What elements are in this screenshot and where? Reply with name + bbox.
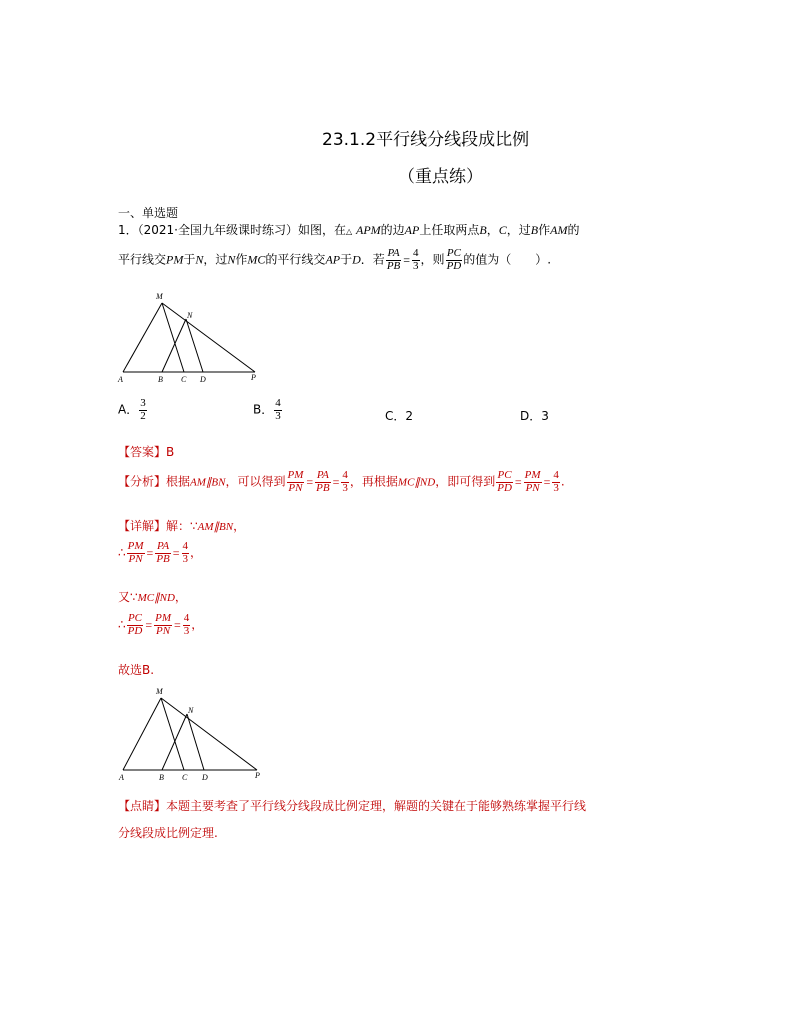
option-b[interactable]: B． $\frac{4}{3}$ [253, 397, 281, 422]
label-m: M [156, 687, 163, 696]
answer-label: 【答案】 [118, 445, 167, 459]
label-a: A [119, 773, 124, 782]
triangle-figure-1 [115, 288, 265, 388]
detail-label: 【详解】 [118, 519, 167, 533]
label-b: B [158, 375, 163, 384]
answer-line [118, 443, 174, 460]
page-subtitle: （重点练） [398, 167, 483, 187]
fraction: $\frac{PA}{PB}$ [386, 247, 401, 272]
label-c: C [181, 375, 187, 384]
answer-value: B [166, 445, 175, 459]
label-p: P [251, 373, 256, 382]
comment-label: 【点睛】 [118, 799, 167, 813]
option-a[interactable]: A． $\frac{3}{2}$ [118, 397, 146, 422]
option-c[interactable]: C．2 [385, 409, 414, 423]
option-d[interactable]: D．3 [520, 409, 549, 423]
question-number: 1． [118, 223, 138, 237]
section-heading: 一、单选题 [118, 206, 179, 220]
comment-line-1: 【点睛】本题主要考查了平行线分线段成比例定理，解题的关键在于能够熟练掌握平行线 [118, 799, 587, 813]
label-d: D [200, 375, 206, 384]
detail-line-4: ∴ $\frac{PC}{PD}$ = $\frac{PM}{PN}$ = $\frac{4}{3}$ ， [118, 612, 204, 637]
label-b: B [159, 773, 164, 782]
fraction: $\frac{PC}{PD}$ [446, 247, 462, 272]
label-d: D [202, 773, 208, 782]
label-p: P [255, 771, 260, 780]
question-source: （2021·全国九年级课时练习） [137, 223, 298, 237]
detail-line-2: ∴ $\frac{PM}{PN}$ = $\frac{PA}{PB}$ = $\frac{4}{3}$ ， [118, 540, 203, 565]
question-line-1: 1．（2021·全国九年级课时练习）如图，在△ APM的边AP上任取两点B，C，过B作AM的 [118, 223, 580, 237]
detail-line-3: 又∵MC∥ND， [118, 590, 187, 604]
label-n: N [188, 706, 194, 715]
analysis-line: 【分析】根据AM∥BN，可以得到 $\frac{PM}{PN}$ = $\frac{PA}{PB}$ = $\frac{4}{3}$ ，再根据MC∥ND，即可得到 $\frac{PC}{PD}$ = $\frac{PM}{PN}$ = $\frac{4}{3}$ . [118, 469, 565, 494]
label-n: N [187, 311, 193, 320]
question-line-2: 平行线交PM于N，过N作MC的平行线交AP于D．若 $\frac{PA}{PB}$ = $\frac{4}{3}$ ，则 $\frac{PC}{PD}$ 的值为（ ）. [118, 247, 552, 272]
label-a: A [118, 375, 123, 384]
label-m: M [156, 292, 163, 301]
label-c: C [182, 773, 188, 782]
page-title: 23.1.2平行线分线段成比例 [322, 130, 530, 150]
comment-line-2: 分线段成比例定理. [118, 826, 218, 840]
detail-line-1: 【详解】解：∵AM∥BN， [118, 519, 246, 533]
detail-conclusion: 故选B. [118, 663, 155, 677]
fraction: $\frac{4}{3}$ [413, 247, 419, 272]
triangle-figure-2 [115, 684, 265, 784]
analysis-label: 【分析】 [118, 474, 167, 489]
